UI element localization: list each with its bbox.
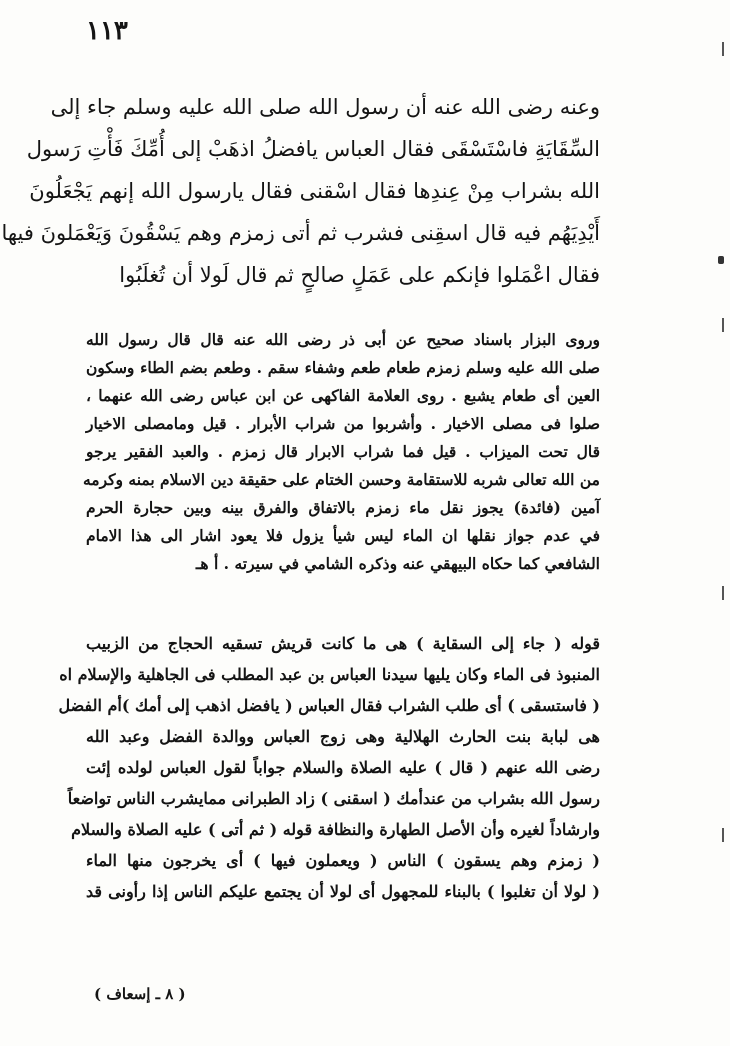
explanation-line: وارشاداً لغيره وأن الأصل الطهارة والنظافة قوله ( ثم أتى ) عليه الصلاة والسلام <box>71 820 600 839</box>
hadith-line: السِّقَايَةِ فاسْتَسْقَى فقال العباس يافضلُ اذهَبْ إلى أُمِّكَ فَأْتِ رَسول <box>26 137 600 161</box>
commentary-line: صلى الله عليه وسلم زمزم طعام طعم وشفاء سقم . وطعم بضم الطاء وسكون <box>86 358 600 377</box>
margin-mark <box>718 256 724 264</box>
page-number: ١١٣ <box>86 16 128 46</box>
hadith-line: أَيْدِيَهُم فيه قال اسقِنى فشرب ثم أتى زمزم وهم يَسْقُونَ وَيَعْمَلونَ فيها <box>1 221 600 245</box>
commentary-line: الشافعي كما حكاه البيهقي عنه وذكره الشامي في سيرته . أ هـ <box>195 554 600 573</box>
hadith-line: الله بشراب مِنْ عِندِها فقال اسْقنى فقال يارسول الله إنهم يَجْعَلُونَ <box>29 179 600 203</box>
commentary-line: صلوا فى مصلى الاخيار . وأشربوا من شراب الأبرار . قيل ومامصلى الاخيار <box>86 414 600 433</box>
explanation-line: ( زمزم وهم يسقون ) الناس ( ويعملون فيها ) أى يخرجون منها الماء <box>86 851 600 870</box>
signature-mark: ( ٨ ـ إسعاف ) <box>94 985 186 1003</box>
margin-mark <box>722 828 724 842</box>
explanation-line: قوله ( جاء إلى السقاية ) هى ما كانت قريش تسقيه الحجاج من الزبيب <box>86 634 600 653</box>
margin-mark <box>722 318 724 332</box>
commentary-line: من الله تعالى شربه للاستقامة وحسن الختام على حقيقة دين الاسلام بمنه وكرمه <box>82 470 600 489</box>
margin-mark <box>722 586 724 600</box>
explanation-line: هى لبابة بنت الحارث الهلالية وهى زوج العباس ووالدة الفضل وعبد الله <box>86 727 600 746</box>
commentary-text <box>82 326 600 578</box>
hadith-line: وعنه رضى الله عنه أن رسول الله صلى الله عليه وسلم جاء إلى <box>50 95 600 119</box>
explanation-line: المنبوذ فى الماء وكان يليها سيدنا العباس بن عبد المطلب فى الجاهلية والإسلام اه <box>59 665 600 684</box>
explanation-line: رضى الله عنهم ( قال ) عليه الصلاة والسلام جواباً لقول العباس لولده إئت <box>86 758 601 777</box>
commentary-line: وروى البزار باسناد صحيح عن أبى ذر رضى الله عنه قال قال رسول الله <box>86 330 600 349</box>
commentary-line: في عدم جواز نقلها ان الماء ليس شيأ يزول فلا يعود اشار الى هذا الامام <box>86 526 600 545</box>
explanation-line: رسول الله بشراب من عندأمك ( اسقنى ) زاد الطبرانى ممايشرب الناس تواضعاً <box>67 789 600 808</box>
hadith-text <box>1 86 600 296</box>
commentary-line: آمين (فائدة) يجوز نقل ماء زمزم بالاتفاق والفرق بينه وبين حجارة الحرم <box>86 498 600 517</box>
margin-mark <box>722 42 724 56</box>
hadith-line: فقال اعْمَلوا فإنكم على عَمَلٍ صالحٍ ثم قال لَولا أن تُغلَبُوا <box>119 263 600 287</box>
commentary-line: العين أى طعام يشبع . روى العلامة الفاكهى عن ابن عباس رضى الله عنهما ، <box>86 386 600 405</box>
commentary-line: قال تحت الميزاب . قيل فما شراب الابرار قال زمزم . والعبد الفقير يرجو <box>86 442 600 461</box>
explanation-line: ( لولا أن تغلبوا ) بالبناء للمجهول أى لولا أن يجتمع عليكم الناس إذا رأونى قد <box>86 882 600 901</box>
explanation-line: ( فاستسقى ) أى طلب الشراب فقال العباس ( يافضل اذهب إلى أمك )أم الفضل <box>58 696 600 715</box>
explanation-text <box>58 628 601 907</box>
